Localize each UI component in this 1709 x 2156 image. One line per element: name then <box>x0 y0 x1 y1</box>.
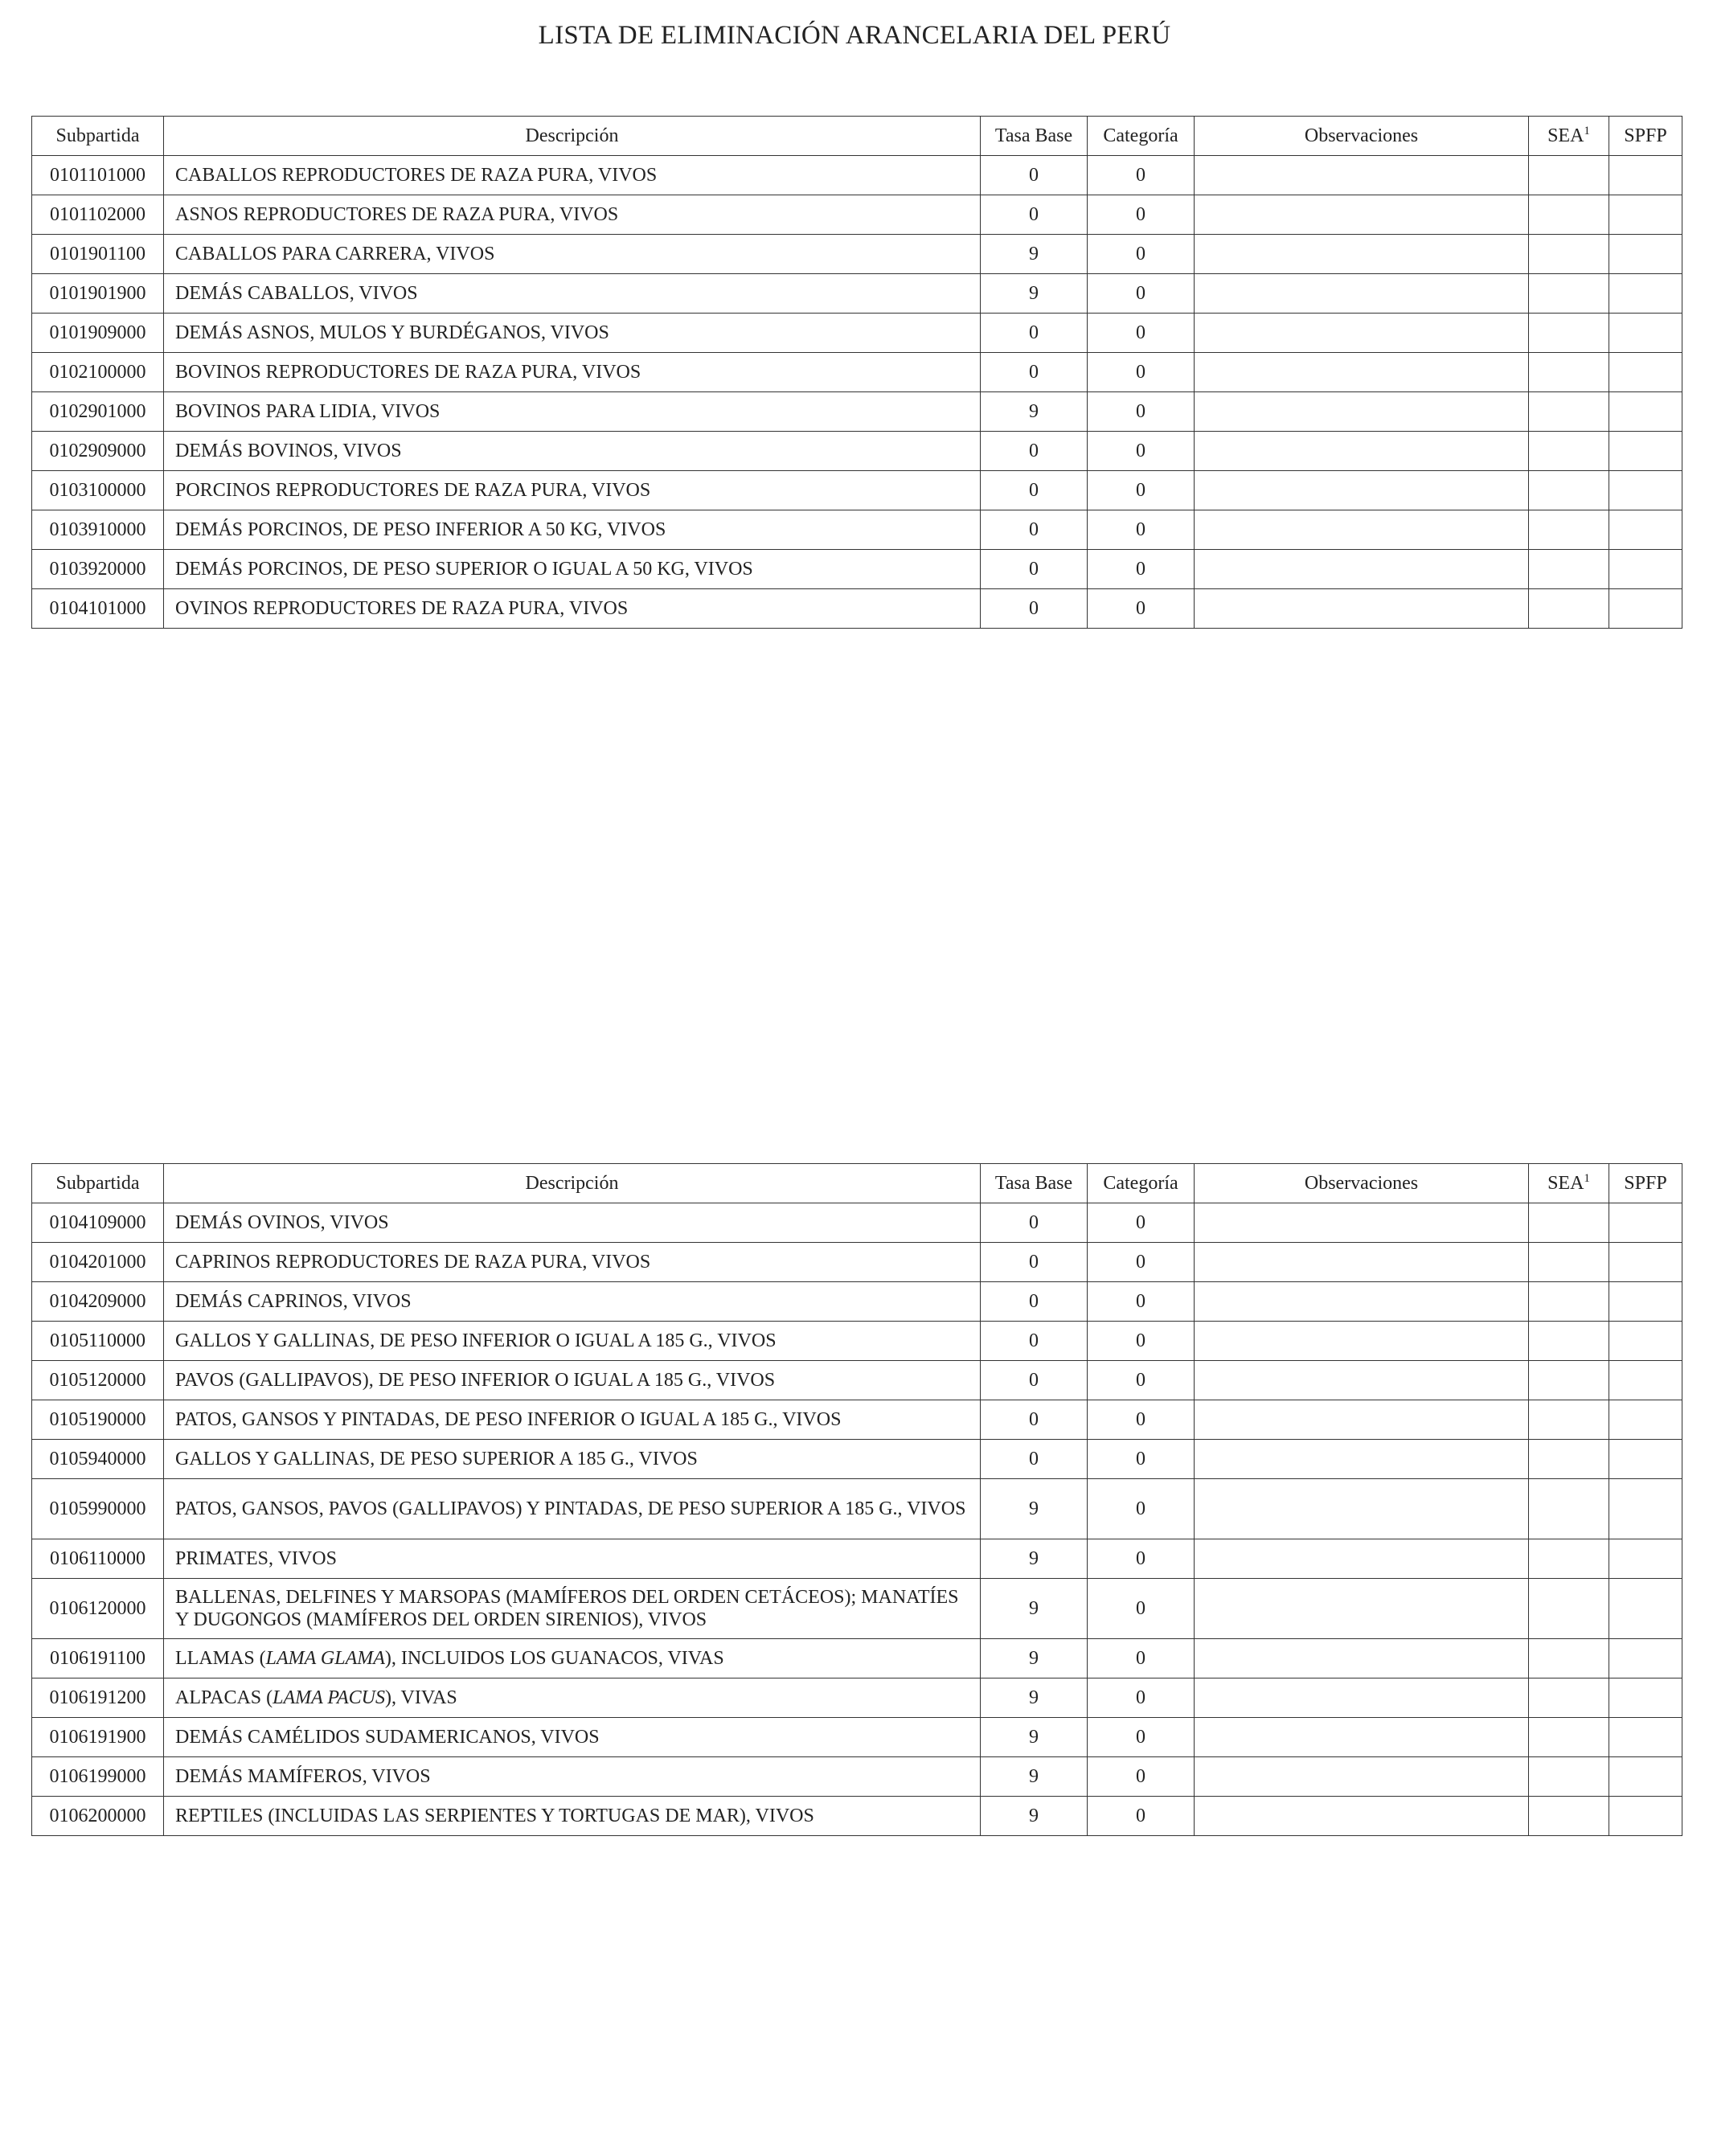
spfp-cell <box>1609 314 1682 353</box>
observaciones-cell <box>1195 156 1529 195</box>
categoria-cell: 0 <box>1088 156 1195 195</box>
categoria-cell: 0 <box>1088 1479 1195 1539</box>
table-row <box>32 510 1682 550</box>
table-row <box>32 471 1682 510</box>
categoria-cell: 0 <box>1088 1639 1195 1678</box>
subpartida-cell: 0102901000 <box>32 392 164 432</box>
table-row <box>32 1539 1682 1579</box>
tasa-base-cell: 0 <box>981 1322 1088 1361</box>
table-row <box>32 392 1682 432</box>
observaciones-cell <box>1195 195 1529 235</box>
spfp-cell <box>1609 1757 1682 1797</box>
observaciones-cell <box>1195 510 1529 550</box>
categoria-cell: 0 <box>1088 353 1195 392</box>
descripcion-cell: CABALLOS REPRODUCTORES DE RAZA PURA, VIVOS <box>164 156 981 195</box>
sea-cell <box>1529 1203 1609 1243</box>
table-row <box>32 1243 1682 1282</box>
descripcion-cell: GALLOS Y GALLINAS, DE PESO INFERIOR O IGUAL A 185 G., VIVOS <box>164 1322 981 1361</box>
descripcion-cell: PATOS, GANSOS, PAVOS (GALLIPAVOS) Y PINTADAS, DE PESO SUPERIOR A 185 G., VIVOS <box>164 1479 981 1539</box>
spfp-cell <box>1609 1718 1682 1757</box>
descripcion-text: LLAMAS ( <box>175 1648 266 1669</box>
observaciones-cell <box>1195 274 1529 314</box>
descripcion-text: ), VIVAS <box>384 1687 457 1708</box>
sea-cell <box>1529 1361 1609 1400</box>
tasa-base-cell: 0 <box>981 1361 1088 1400</box>
categoria-cell: 0 <box>1088 432 1195 471</box>
tasa-base-cell: 9 <box>981 1797 1088 1836</box>
categoria-cell: 0 <box>1088 1282 1195 1322</box>
spfp-cell <box>1609 1440 1682 1479</box>
tasa-base-cell: 9 <box>981 392 1088 432</box>
descripcion-cell: DEMÁS CAPRINOS, VIVOS <box>164 1282 981 1322</box>
sea-cell <box>1529 1479 1609 1539</box>
table-body <box>32 156 1682 629</box>
spfp-cell <box>1609 1539 1682 1579</box>
descripcion-cell: PRIMATES, VIVOS <box>164 1539 981 1579</box>
sea-cell <box>1529 392 1609 432</box>
table-row <box>32 1282 1682 1322</box>
observaciones-cell <box>1195 471 1529 510</box>
header-spfp: SPFP <box>1609 117 1682 156</box>
observaciones-cell <box>1195 1282 1529 1322</box>
tariff-table-1 <box>31 116 1682 629</box>
subpartida-cell: 0104109000 <box>32 1203 164 1243</box>
table-row <box>32 589 1682 629</box>
observaciones-cell <box>1195 1400 1529 1440</box>
descripcion-cell: DEMÁS OVINOS, VIVOS <box>164 1203 981 1243</box>
descripcion-cell: PATOS, GANSOS Y PINTADAS, DE PESO INFERIOR O IGUAL A 185 G., VIVOS <box>164 1400 981 1440</box>
spfp-cell <box>1609 195 1682 235</box>
descripcion-cell: PAVOS (GALLIPAVOS), DE PESO INFERIOR O IGUAL A 185 G., VIVOS <box>164 1361 981 1400</box>
table-row <box>32 1361 1682 1400</box>
table-row <box>32 550 1682 589</box>
categoria-cell: 0 <box>1088 471 1195 510</box>
tasa-base-cell: 0 <box>981 353 1088 392</box>
subpartida-cell: 0106191200 <box>32 1678 164 1718</box>
descripcion-cell: CABALLOS PARA CARRERA, VIVOS <box>164 235 981 274</box>
table-header-row <box>32 1164 1682 1203</box>
tariff-table-2 <box>31 1163 1682 1836</box>
header-observaciones: Observaciones <box>1195 117 1529 156</box>
header-categoria: Categoría <box>1088 1164 1195 1203</box>
spfp-cell <box>1609 235 1682 274</box>
sea-cell <box>1529 432 1609 471</box>
sea-cell <box>1529 1797 1609 1836</box>
observaciones-cell <box>1195 1678 1529 1718</box>
sea-cell <box>1529 1400 1609 1440</box>
sea-cell <box>1529 1639 1609 1678</box>
spfp-cell <box>1609 589 1682 629</box>
header-subpartida: Subpartida <box>32 1164 164 1203</box>
tasa-base-cell: 9 <box>981 1539 1088 1579</box>
categoria-cell: 0 <box>1088 550 1195 589</box>
observaciones-cell <box>1195 1797 1529 1836</box>
descripcion-cell: DEMÁS CAMÉLIDOS SUDAMERICANOS, VIVOS <box>164 1718 981 1757</box>
observaciones-cell <box>1195 1322 1529 1361</box>
subpartida-cell: 0105990000 <box>32 1479 164 1539</box>
scientific-name: LAMA GLAMA <box>265 1648 385 1669</box>
tasa-base-cell: 9 <box>981 1678 1088 1718</box>
header-tasa-base: Tasa Base <box>981 1164 1088 1203</box>
tasa-base-cell: 0 <box>981 1282 1088 1322</box>
descripcion-cell: BOVINOS REPRODUCTORES DE RAZA PURA, VIVOS <box>164 353 981 392</box>
sea-cell <box>1529 274 1609 314</box>
observaciones-cell <box>1195 1579 1529 1639</box>
spfp-cell <box>1609 1282 1682 1322</box>
observaciones-cell <box>1195 1440 1529 1479</box>
observaciones-cell <box>1195 589 1529 629</box>
table-row <box>32 1479 1682 1539</box>
spfp-cell <box>1609 1361 1682 1400</box>
header-sea <box>1529 1164 1609 1203</box>
observaciones-cell <box>1195 392 1529 432</box>
observaciones-cell <box>1195 1361 1529 1400</box>
tasa-base-cell: 9 <box>981 274 1088 314</box>
scientific-name: LAMA PACUS <box>273 1687 385 1708</box>
spfp-cell <box>1609 1203 1682 1243</box>
header-descripcion: Descripción <box>164 117 981 156</box>
subpartida-cell: 0103910000 <box>32 510 164 550</box>
spfp-cell <box>1609 432 1682 471</box>
descripcion-cell: PORCINOS REPRODUCTORES DE RAZA PURA, VIVOS <box>164 471 981 510</box>
descripcion-text: ALPACAS ( <box>175 1687 273 1708</box>
subpartida-cell: 0106191100 <box>32 1639 164 1678</box>
table-row <box>32 1797 1682 1836</box>
spfp-cell <box>1609 510 1682 550</box>
descripcion-text: ), INCLUIDOS LOS GUANACOS, VIVAS <box>384 1648 724 1669</box>
sea-cell <box>1529 235 1609 274</box>
observaciones-cell <box>1195 1718 1529 1757</box>
tasa-base-cell: 9 <box>981 235 1088 274</box>
spfp-cell <box>1609 1579 1682 1639</box>
table-row <box>32 1579 1682 1639</box>
sea-cell <box>1529 156 1609 195</box>
spfp-cell <box>1609 353 1682 392</box>
descripcion-cell: DEMÁS ASNOS, MULOS Y BURDÉGANOS, VIVOS <box>164 314 981 353</box>
descripcion-cell: DEMÁS PORCINOS, DE PESO INFERIOR A 50 KG, VIVOS <box>164 510 981 550</box>
tasa-base-cell: 0 <box>981 1243 1088 1282</box>
header-spfp: SPFP <box>1609 1164 1682 1203</box>
table-row <box>32 1440 1682 1479</box>
table-row <box>32 1757 1682 1797</box>
tasa-base-cell: 9 <box>981 1579 1088 1639</box>
descripcion-cell: DEMÁS BOVINOS, VIVOS <box>164 432 981 471</box>
table-row <box>32 353 1682 392</box>
subpartida-cell: 0101901100 <box>32 235 164 274</box>
header-sea <box>1529 117 1609 156</box>
categoria-cell: 0 <box>1088 1322 1195 1361</box>
footnote-marker: 1 <box>1584 1172 1590 1185</box>
categoria-cell: 0 <box>1088 1243 1195 1282</box>
spfp-cell <box>1609 1243 1682 1282</box>
subpartida-cell: 0106191900 <box>32 1718 164 1757</box>
descripcion-cell: GALLOS Y GALLINAS, DE PESO SUPERIOR A 185 G., VIVOS <box>164 1440 981 1479</box>
sea-cell <box>1529 589 1609 629</box>
categoria-cell: 0 <box>1088 1203 1195 1243</box>
descripcion-cell: DEMÁS PORCINOS, DE PESO SUPERIOR O IGUAL A 50 KG, VIVOS <box>164 550 981 589</box>
observaciones-cell <box>1195 1539 1529 1579</box>
tasa-base-cell: 9 <box>981 1479 1088 1539</box>
subpartida-cell: 0102909000 <box>32 432 164 471</box>
observaciones-cell <box>1195 1243 1529 1282</box>
observaciones-cell <box>1195 235 1529 274</box>
spfp-cell <box>1609 1479 1682 1539</box>
table-row <box>32 314 1682 353</box>
descripcion-cell: CAPRINOS REPRODUCTORES DE RAZA PURA, VIVOS <box>164 1243 981 1282</box>
subpartida-cell: 0104101000 <box>32 589 164 629</box>
sea-cell <box>1529 1678 1609 1718</box>
tasa-base-cell: 0 <box>981 550 1088 589</box>
tasa-base-cell: 0 <box>981 1203 1088 1243</box>
observaciones-cell <box>1195 1203 1529 1243</box>
sea-cell <box>1529 195 1609 235</box>
tasa-base-cell: 0 <box>981 1440 1088 1479</box>
categoria-cell: 0 <box>1088 510 1195 550</box>
categoria-cell: 0 <box>1088 1400 1195 1440</box>
spfp-cell <box>1609 1797 1682 1836</box>
spfp-cell <box>1609 1678 1682 1718</box>
header-subpartida: Subpartida <box>32 117 164 156</box>
subpartida-cell: 0105940000 <box>32 1440 164 1479</box>
observaciones-cell <box>1195 432 1529 471</box>
sea-cell <box>1529 550 1609 589</box>
observaciones-cell <box>1195 1479 1529 1539</box>
subpartida-cell: 0106199000 <box>32 1757 164 1797</box>
document-title: LISTA DE ELIMINACIÓN ARANCELARIA DEL PERÚ <box>538 21 1171 50</box>
spfp-cell <box>1609 1322 1682 1361</box>
spfp-cell <box>1609 471 1682 510</box>
table-row <box>32 1400 1682 1440</box>
table-row <box>32 1203 1682 1243</box>
tasa-base-cell: 9 <box>981 1718 1088 1757</box>
sea-cell <box>1529 1579 1609 1639</box>
table-row <box>32 1639 1682 1678</box>
categoria-cell: 0 <box>1088 1797 1195 1836</box>
tasa-base-cell: 0 <box>981 1400 1088 1440</box>
header-descripcion: Descripción <box>164 1164 981 1203</box>
subpartida-cell: 0106110000 <box>32 1539 164 1579</box>
tasa-base-cell: 0 <box>981 432 1088 471</box>
spfp-cell <box>1609 156 1682 195</box>
categoria-cell: 0 <box>1088 314 1195 353</box>
spfp-cell <box>1609 1400 1682 1440</box>
categoria-cell: 0 <box>1088 1757 1195 1797</box>
categoria-cell: 0 <box>1088 1361 1195 1400</box>
descripcion-cell: BALLENAS, DELFINES Y MARSOPAS (MAMÍFEROS DEL ORDEN CETÁCEOS); MANATÍES Y DUGONGOS (MAMÍFEROS DEL ORDEN SIRENIOS), VIVOS <box>164 1579 981 1639</box>
subpartida-cell: 0105120000 <box>32 1361 164 1400</box>
subpartida-cell: 0101909000 <box>32 314 164 353</box>
table-row <box>32 1678 1682 1718</box>
tasa-base-cell: 9 <box>981 1757 1088 1797</box>
sea-cell <box>1529 471 1609 510</box>
subpartida-cell: 0102100000 <box>32 353 164 392</box>
spfp-cell <box>1609 550 1682 589</box>
tasa-base-cell: 0 <box>981 314 1088 353</box>
tasa-base-cell: 0 <box>981 195 1088 235</box>
categoria-cell: 0 <box>1088 1440 1195 1479</box>
descripcion-cell: REPTILES (INCLUIDAS LAS SERPIENTES Y TORTUGAS DE MAR), VIVOS <box>164 1797 981 1836</box>
descripcion-cell: DEMÁS CABALLOS, VIVOS <box>164 274 981 314</box>
sea-cell <box>1529 1282 1609 1322</box>
categoria-cell: 0 <box>1088 235 1195 274</box>
subpartida-cell: 0103920000 <box>32 550 164 589</box>
table-body <box>32 1203 1682 1836</box>
table-row <box>32 432 1682 471</box>
header-observaciones: Observaciones <box>1195 1164 1529 1203</box>
header-sea-label: SEA <box>1547 1173 1584 1194</box>
categoria-cell: 0 <box>1088 274 1195 314</box>
categoria-cell: 0 <box>1088 1579 1195 1639</box>
subpartida-cell: 0104209000 <box>32 1282 164 1322</box>
table-row <box>32 195 1682 235</box>
observaciones-cell <box>1195 1639 1529 1678</box>
tasa-base-cell: 9 <box>981 1639 1088 1678</box>
descripcion-cell <box>164 1678 981 1718</box>
categoria-cell: 0 <box>1088 195 1195 235</box>
observaciones-cell <box>1195 353 1529 392</box>
observaciones-cell <box>1195 550 1529 589</box>
tasa-base-cell: 0 <box>981 589 1088 629</box>
subpartida-cell: 0105110000 <box>32 1322 164 1361</box>
table-row <box>32 156 1682 195</box>
categoria-cell: 0 <box>1088 1539 1195 1579</box>
categoria-cell: 0 <box>1088 392 1195 432</box>
categoria-cell: 0 <box>1088 1678 1195 1718</box>
sea-cell <box>1529 353 1609 392</box>
table-header-row <box>32 117 1682 156</box>
subpartida-cell: 0103100000 <box>32 471 164 510</box>
sea-cell <box>1529 510 1609 550</box>
table-row <box>32 1718 1682 1757</box>
observaciones-cell <box>1195 1757 1529 1797</box>
descripcion-cell: OVINOS REPRODUCTORES DE RAZA PURA, VIVOS <box>164 589 981 629</box>
sea-cell <box>1529 314 1609 353</box>
tasa-base-cell: 0 <box>981 471 1088 510</box>
subpartida-cell: 0105190000 <box>32 1400 164 1440</box>
subpartida-cell: 0101901900 <box>32 274 164 314</box>
spfp-cell <box>1609 274 1682 314</box>
tasa-base-cell: 0 <box>981 510 1088 550</box>
subpartida-cell: 0106200000 <box>32 1797 164 1836</box>
sea-cell <box>1529 1243 1609 1282</box>
footnote-marker: 1 <box>1584 125 1590 137</box>
subpartida-cell: 0104201000 <box>32 1243 164 1282</box>
header-categoria: Categoría <box>1088 117 1195 156</box>
sea-cell <box>1529 1440 1609 1479</box>
tasa-base-cell: 0 <box>981 156 1088 195</box>
subpartida-cell: 0106120000 <box>32 1579 164 1639</box>
header-sea-label: SEA <box>1547 125 1584 146</box>
descripcion-cell <box>164 1639 981 1678</box>
categoria-cell: 0 <box>1088 1718 1195 1757</box>
subpartida-cell: 0101102000 <box>32 195 164 235</box>
observaciones-cell <box>1195 314 1529 353</box>
descripcion-cell: DEMÁS MAMÍFEROS, VIVOS <box>164 1757 981 1797</box>
sea-cell <box>1529 1757 1609 1797</box>
descripcion-cell: BOVINOS PARA LIDIA, VIVOS <box>164 392 981 432</box>
table-row <box>32 235 1682 274</box>
table-row <box>32 274 1682 314</box>
subpartida-cell: 0101101000 <box>32 156 164 195</box>
spfp-cell <box>1609 392 1682 432</box>
sea-cell <box>1529 1539 1609 1579</box>
spfp-cell <box>1609 1639 1682 1678</box>
descripcion-cell: ASNOS REPRODUCTORES DE RAZA PURA, VIVOS <box>164 195 981 235</box>
header-tasa-base: Tasa Base <box>981 117 1088 156</box>
table-row <box>32 1322 1682 1361</box>
sea-cell <box>1529 1718 1609 1757</box>
categoria-cell: 0 <box>1088 589 1195 629</box>
sea-cell <box>1529 1322 1609 1361</box>
